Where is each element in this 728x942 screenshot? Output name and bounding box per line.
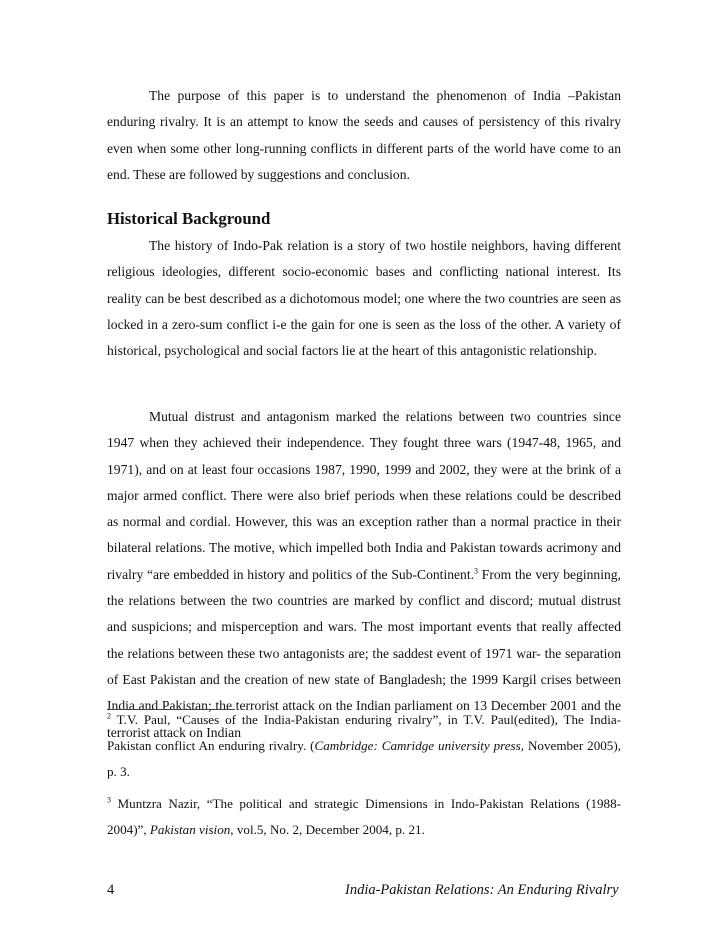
footnote-3-tail: , vol.5, No. 2, December 2004, p. 21. bbox=[230, 822, 425, 837]
footnote-2-number: 2 bbox=[107, 711, 111, 721]
page-number: 4 bbox=[107, 882, 115, 898]
section-heading: Historical Background bbox=[107, 209, 271, 228]
footnote-2-publisher: Cambridge: Camridge university press bbox=[314, 738, 521, 753]
relations-text-part2: From the very beginning, the relations between the two countries are marked by conflict and discord; mutual distrust and suspicions; and misperception and wars. The most important events that really affected the relations between these two antagonists are; the saddest event of 1971 war- the separation of East Pakistan and the creation of new state of Bangladesh; the 1999 Kargil crises between India and Pakistan; the terrorist attack on the Indian parliament on 13 December 2001 and the terrorist attack on Indian bbox=[107, 566, 621, 740]
footnote-2 bbox=[107, 707, 621, 785]
running-title: India-Pakistan Relations: An Enduring Rivalry bbox=[345, 882, 619, 898]
relations-text-part1: Mutual distrust and antagonism marked the relations between two countries since 1947 when they achieved their independence. They fought three wars (1947-48, 1965, and 1971), and on at least four occasions 1987, 1990, 1999 and 2002, they were at the brink of a major armed conflict. There were also brief periods when these relations could be described as normal and cordial. However, this was an exception rather than a normal practice in their bilateral relations. The motive, which impelled both India and Pakistan towards acrimony and rivalry “are embedded in history and politics of the Sub-Continent. bbox=[107, 409, 621, 582]
footnote-2-tail: , November 2005), p. 3. bbox=[107, 738, 621, 779]
footnote-3 bbox=[107, 791, 621, 843]
relations-paragraph bbox=[107, 404, 621, 746]
footnote-3-journal: Pakistan vision bbox=[149, 822, 231, 837]
history-paragraph: The history of Indo-Pak relation is a story of two hostile neighbors, having different religious ideologies, different socio-economic bases and conflicting national interest. Its reality can be best described as a dichotomous model; one where the two countries are seen as locked in a zero-sum conflict i-e the gain for one is seen as the loss of the other. A variety of historical, psychological and social factors lie at the heart of this antagonistic relationship. bbox=[107, 238, 621, 359]
footnote-2-text: T.V. Paul, “Causes of the India-Pakistan enduring rivalry”, in T.V. Paul(edited), The India-Pakistan conflict An enduring rivalry. ( bbox=[107, 712, 621, 753]
intro-paragraph: The purpose of this paper is to understand the phenomenon of India –Pakistan enduring rivalry. It is an attempt to know the seeds and causes of persistency of this rivalry even when some other long-running conflicts in different parts of the world have come to an end. These are followed by suggestions and conclusion. bbox=[107, 88, 621, 182]
footnote-ref-3: 3 bbox=[474, 566, 479, 576]
footnote-3-text: Muntzra Nazir, “The political and strategic Dimensions in Indo-Pakistan Relations (1988-2004)”, bbox=[107, 796, 621, 837]
footnote-3-number: 3 bbox=[107, 795, 111, 805]
